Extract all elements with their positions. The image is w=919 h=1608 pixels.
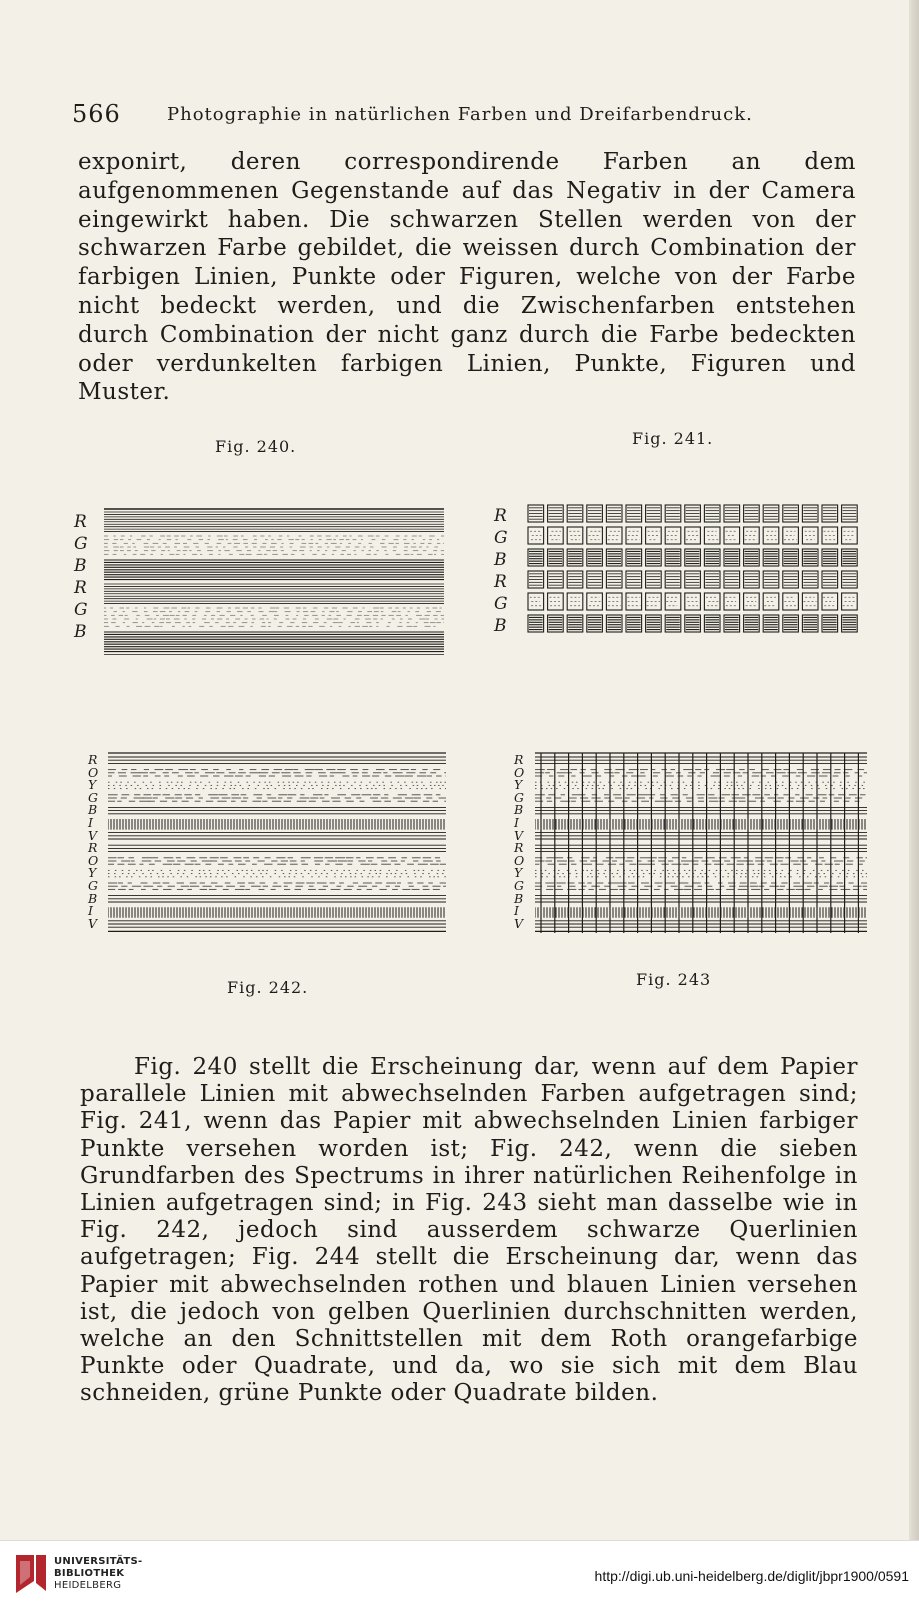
fig241-label-5: B — [494, 616, 507, 636]
fig241-label-1: G — [494, 528, 508, 548]
fig240-label-4: G — [74, 600, 88, 620]
fig243-crossed-spectrum — [535, 752, 867, 934]
fig243-label-3: G — [514, 789, 524, 805]
fig240-parallel-lines — [104, 507, 444, 655]
logo-line-1: UNIVERSITÄTS- — [54, 1556, 143, 1567]
fig242-label-6: V — [88, 827, 98, 843]
fig243-label-9: Y — [514, 865, 523, 881]
fig241-color-labels — [494, 506, 520, 651]
fig243-label-8: O — [514, 852, 525, 868]
fig242-label-9: Y — [88, 865, 97, 881]
fig243-caption: Fig. 243 — [636, 970, 712, 989]
fig240-label-3: R — [74, 578, 87, 598]
fig243-label-4: B — [514, 802, 524, 818]
paragraph-intro: exponirt, deren correspondirende Farben an dem aufgenommenen Gegenstande auf das Negativ in der Camera eingewirkt haben. Die schwarzen Stellen werden von der schwarzen Farbe gebildet, die weissen durch Combination der farbigen Linien, Punkte oder Figuren, welche von der Farbe nicht bedeckt werden, und die Zwischenfarben entstehen durch Combination der nicht ganz durch die Farbe bedeckten oder verdunkelten farbigen Linien, Punkte, Figuren und Muster. — [78, 149, 856, 406]
fig242-label-11: B — [88, 890, 98, 906]
fig242-label-13: V — [88, 915, 98, 931]
library-logo-text — [54, 1556, 143, 1592]
fig243-label-12: I — [514, 903, 519, 919]
paragraph-figure-description: Fig. 240 stellt die Erscheinung dar, wenn auf dem Papier parallele Linien mit abwechselnden Farben aufgetragen sind; Fig. 241, wenn das Papier mit abwechselnden Linien farbiger Punkte versehen worden ist; Fig. 242, wenn die sieben Grundfarben des Spectrums in ihrer natürlichen Reihenfolge in Linien aufgetragen sind; in Fig. 243 sieht man dasselbe wie in Fig. 242, jedoch sind ausserdem schwarze Querlinien aufgetragen; Fig. 244 stellt die Erscheinung dar, wenn das Papier mit abwechselnden rothen und blauen Linien versehen ist, die jedoch von gelben Querlinien durchschnitten werden, welche an den Schnittstellen mit dem Roth orangefarbige Punkte oder Quadrate, und da, wo sie sich mit dem Blau schneiden, grüne Punkte oder Quadrate bilden. — [80, 1054, 858, 1407]
fig241-caption: Fig. 241. — [632, 429, 714, 448]
fig242-spectrum-labels — [88, 752, 108, 934]
fig241-label-4: G — [494, 594, 508, 614]
fig242-spectrum-lines — [108, 752, 446, 934]
page-number: 566 — [72, 100, 121, 128]
fig243-label-7: R — [514, 840, 524, 856]
fig240-label-2: B — [74, 556, 87, 576]
page-header — [72, 100, 852, 130]
fig240-label-5: B — [74, 622, 87, 642]
fig241-label-2: B — [494, 550, 507, 570]
fig243-spectrum-labels — [514, 752, 534, 934]
fig241-label-3: R — [494, 572, 507, 592]
fig243-label-1: O — [514, 764, 525, 780]
fig241-dot-lines — [526, 503, 864, 648]
fig242-label-7: R — [88, 840, 98, 856]
fig240-caption: Fig. 240. — [215, 437, 297, 456]
fig242-label-1: O — [88, 764, 99, 780]
fig240-label-0: R — [74, 512, 87, 532]
logo-line-2: BIBLIOTHEK — [54, 1568, 125, 1579]
source-url-link[interactable]: http://digi.ub.uni-heidelberg.de/diglit/jbpr1900/0591 — [594, 1568, 909, 1584]
fig242-caption: Fig. 242. — [227, 978, 309, 997]
running-title: Photographie in natürlichen Farben und Dreifarbendruck. — [167, 104, 753, 125]
fig243-label-6: V — [514, 827, 524, 843]
fig240-color-labels — [74, 512, 98, 657]
page-spine-edge — [909, 0, 919, 1540]
fig242-label-2: Y — [88, 777, 97, 793]
fig241-label-0: R — [494, 506, 507, 526]
fig242-label-12: I — [88, 903, 93, 919]
fig242-label-0: R — [88, 752, 98, 767]
fig243-label-10: G — [514, 878, 524, 893]
library-footer — [0, 1540, 919, 1608]
fig243-label-11: B — [514, 890, 524, 906]
logo-line-3: HEIDELBERG — [54, 1580, 122, 1591]
fig240-label-1: G — [74, 534, 88, 554]
fig242-label-8: O — [88, 852, 99, 868]
fig243-label-5: I — [514, 815, 519, 830]
library-logo-icon — [10, 1551, 52, 1597]
fig242-label-3: G — [88, 789, 98, 805]
fig243-label-2: Y — [514, 777, 523, 793]
fig243-label-13: V — [514, 915, 524, 931]
fig242-label-5: I — [88, 815, 93, 830]
fig243-label-0: R — [514, 752, 524, 767]
fig242-label-4: B — [88, 802, 98, 818]
fig242-label-10: G — [88, 878, 98, 893]
